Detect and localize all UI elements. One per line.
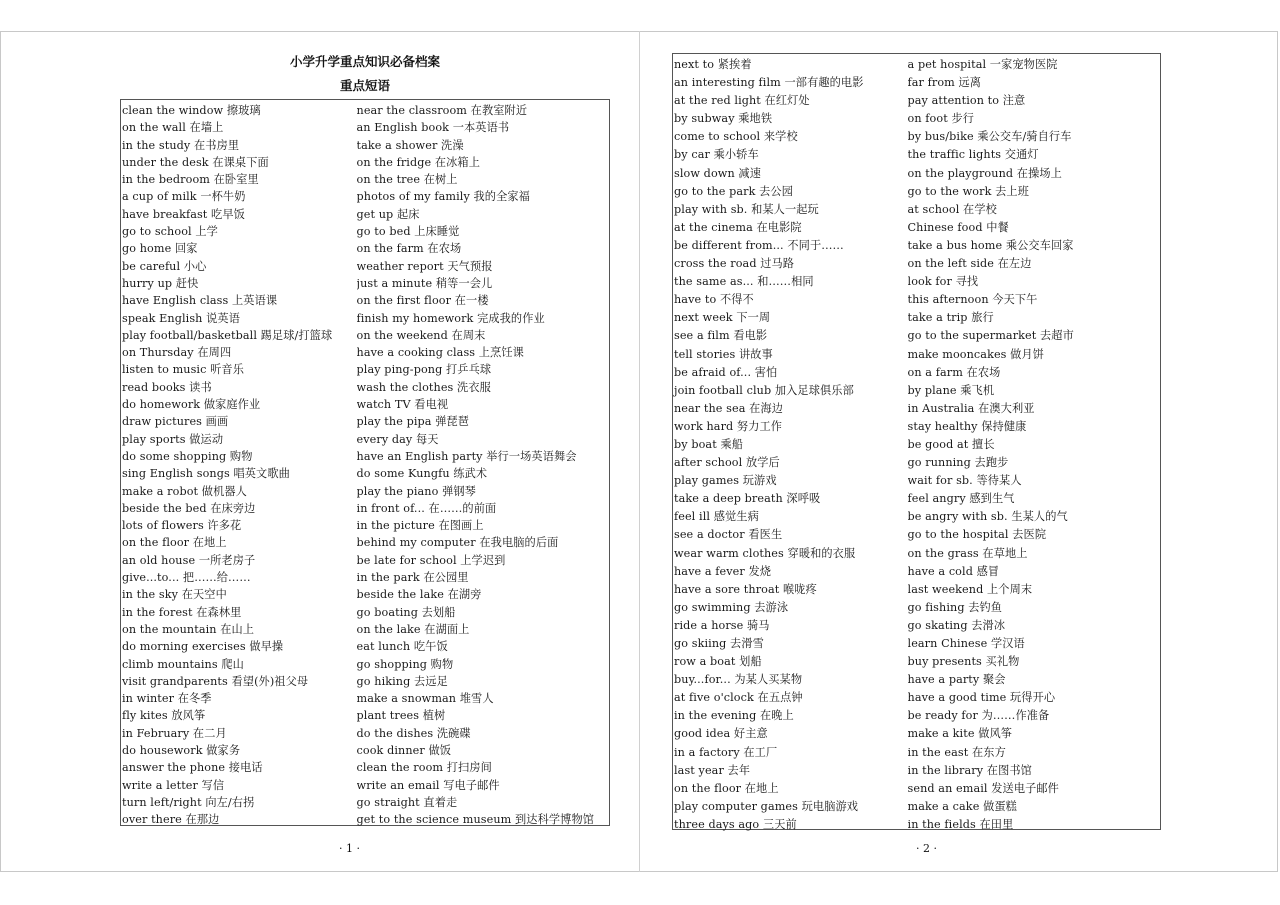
phrase-row [673,56,1160,74]
phrase-cell: go home 回家 [122,242,198,256]
phrase-cell: have a good time 玩得开心 [907,691,1056,705]
phrase-cell: make mooncakes 做月饼 [907,347,1045,361]
phrase-cell: have to 不得不 [674,293,754,307]
phrase-cell: play ping-pong 打乒乓球 [356,363,492,377]
phrase-row [673,255,1160,273]
phrase-cell: fly kites 放风筝 [122,709,206,723]
phrase-cell: look for 寻找 [907,275,979,289]
phrase-row [673,201,1160,219]
phrase-cell: answer the phone 接电话 [122,761,263,775]
phrase-cell: take a deep breath 深呼吸 [674,492,821,506]
phrase-cell: on the mountain 在山上 [122,622,255,636]
phrase-cell: at five o'clock 在五点钟 [674,691,803,705]
phrase-row [121,119,609,136]
phrase-cell: in the park 在公园里 [356,571,469,585]
phrase-cell: cook dinner 做饭 [356,743,452,757]
phrase-cell: plant trees 植树 [356,709,446,723]
phrase-cell: on the fridge 在冰箱上 [356,155,481,169]
phrase-cell: make a cake 做蛋糕 [907,799,1017,813]
phrase-cell: have a sore throat 喉咙疼 [674,582,817,596]
phrase-cell: buy presents 买礼物 [907,655,1020,669]
phrase-row [673,725,1160,743]
phrase-row [673,92,1160,110]
phrase-cell: by bus/bike 乘公交车/骑自行车 [907,130,1072,144]
phrase-row [121,673,609,690]
phrase-cell: tell stories 讲故事 [674,347,773,361]
phrase-cell: the same as... 和……相同 [674,275,814,289]
phrase-row [673,617,1160,635]
phrase-cell: stay healthy 保持健康 [907,419,1027,433]
phrase-cell: take a shower 洗澡 [356,138,464,152]
page-1 [0,31,639,872]
phrase-cell: play with sb. 和某人一起玩 [674,202,819,216]
phrase-cell: draw pictures 画画 [122,415,229,429]
phrase-cell: row a boat 划船 [674,655,762,669]
phrase-cell: speak English 说英语 [122,311,240,325]
phrase-row [121,656,609,673]
phrase-row [673,418,1160,436]
phrase-row [121,240,609,257]
phrase-row [121,396,609,413]
phrase-row [673,183,1160,201]
phrase-row [121,379,609,396]
phrase-cell: wash the clothes 洗衣服 [356,380,491,394]
phrase-row [121,707,609,724]
phrase-cell: in February 在二月 [122,726,227,740]
phrase-cell: do morning exercises 做早操 [122,640,284,654]
phrase-cell: last year 去年 [674,763,751,777]
phrase-row [673,472,1160,490]
phrase-row [121,292,609,309]
phrase-cell: slow down 减速 [674,166,761,180]
phrase-cell: eat lunch 吃午饭 [356,640,448,654]
phrase-cell: on Thursday 在周四 [122,346,232,360]
phrase-row [121,500,609,517]
phrase-cell: go straight 直着走 [356,795,458,809]
phrase-cell: after school 放学后 [674,456,780,470]
phrase-row [673,490,1160,508]
phrase-cell: an interesting film 一部有趣的电影 [674,76,864,90]
phrase-cell: by subway 乘地铁 [674,112,773,126]
phrase-cell: go shopping 购物 [356,657,454,671]
phrase-cell: play football/basketball 踢足球/打篮球 [122,328,333,342]
phrase-cell: on the lake 在湖面上 [356,622,470,636]
phrase-cell: clean the window 擦玻璃 [122,104,261,117]
phrase-row [121,154,609,171]
phrase-cell: go to the supermarket 去超市 [907,329,1074,343]
phrase-cell: at the cinema 在电影院 [674,220,802,234]
phrase-cell: at school 在学校 [907,202,997,216]
phrase-cell: learn Chinese 学汉语 [907,637,1025,650]
phrase-cell: play the piano 弹钢琴 [356,484,476,498]
phrase-cell: do some Kungfu 练武术 [356,467,488,481]
phrase-row [673,110,1160,128]
phrase-cell: play computer games 玩电脑游戏 [674,799,859,813]
phrase-row [673,689,1160,707]
phrase-cell: go hiking 去远足 [356,674,448,688]
phrase-cell: be late for school 上学迟到 [356,553,506,567]
phrase-row [673,327,1160,345]
phrase-row [673,146,1160,164]
phrase-cell: see a film 看电影 [674,329,768,343]
phrase-cell: write an email 写电子邮件 [356,778,500,792]
phrase-row [673,508,1160,526]
phrase-row [673,563,1160,581]
phrase-cell: go to the work 去上班 [907,184,1029,198]
phrase-row [121,604,609,621]
phrase-cell: send an email 发送电子邮件 [907,781,1059,795]
phrase-cell: on a farm 在农场 [907,365,1001,379]
phrase-cell: see a doctor 看医生 [674,528,783,542]
phrase-cell: on the left side 在左边 [907,257,1032,271]
phrase-row [673,653,1160,671]
phrase-row [673,346,1160,364]
phrase-row [673,364,1160,382]
phrase-row [121,483,609,500]
phrase-cell: beside the bed 在床旁边 [122,501,256,515]
phrase-row [673,128,1160,146]
phrase-row [673,707,1160,725]
phrase-cell: join football club 加入足球俱乐部 [674,383,854,397]
phrase-cell: Chinese food 中餐 [907,220,1009,234]
phrase-row [673,291,1160,309]
phrase-cell: on the first floor 在一楼 [356,294,489,308]
phrase-cell: have breakfast 吃早饭 [122,207,245,221]
phrase-row [121,448,609,465]
phrase-cell: go skiing 去滑雪 [674,637,764,650]
phrase-row [673,635,1160,653]
phrase-row [121,638,609,655]
phrase-row [121,102,609,119]
phrase-cell: read books 读书 [122,380,212,394]
phrase-row [673,526,1160,544]
phrase-cell: get up 起床 [356,207,420,221]
phrase-table-right [672,53,1161,830]
phrase-cell: go to the park 去公园 [674,184,793,198]
phrase-cell: go skating 去滑冰 [907,618,1006,632]
phrase-cell: in the fields 在田里 [907,817,1014,831]
phrase-row [121,275,609,292]
phrase-cell: last weekend 上个周末 [907,582,1033,596]
phrase-cell: photos of my family 我的全家福 [356,190,530,204]
phrase-row [121,344,609,361]
phrase-cell: by car 乘小轿车 [674,148,759,162]
phrase-cell: on the tree 在树上 [356,173,458,187]
phrase-cell: the traffic lights 交通灯 [907,148,1039,162]
phrase-cell: three days ago 三天前 [674,817,797,831]
phrase-cell: take a trip 旅行 [907,311,994,325]
phrase-cell: on the grass 在草地上 [907,546,1028,560]
phrase-cell: go running 去跑步 [907,456,1009,470]
phrase-cell: be careful 小心 [122,259,207,273]
phrase-cell: a pet hospital 一家宠物医院 [907,58,1058,71]
phrase-cell: have an English party 举行一场英语舞会 [356,449,577,463]
phrase-cell: go boating 去划船 [356,605,456,619]
phrase-row [121,534,609,551]
phrase-cell: wait for sb. 等待某人 [907,474,1022,488]
phrase-row [673,165,1160,183]
phrase-cell: in the forest 在森林里 [122,605,242,619]
phrase-row [121,517,609,534]
phrase-cell: make a snowman 堆雪人 [356,692,494,706]
phrase-cell: in winter 在冬季 [122,692,212,706]
phrase-row [673,309,1160,327]
phrase-cell: near the sea 在海边 [674,401,784,415]
phrase-cell: in the study 在书房里 [122,138,240,152]
phrase-cell: an English book 一本英语书 [356,121,510,135]
phrase-row [121,223,609,240]
phrase-cell: by plane 乘飞机 [907,383,995,397]
phrase-row [121,742,609,759]
phrase-row [121,465,609,482]
phrase-row [673,400,1160,418]
phrase-cell: write a letter 写信 [122,778,225,792]
section-subtitle: 重点短语 [339,78,390,93]
phrase-row [121,310,609,327]
phrase-cell: an old house 一所老房子 [122,553,256,567]
phrase-cell: in the evening 在晚上 [674,709,794,723]
phrase-cell: have a cold 感冒 [907,564,1000,578]
phrase-cell: buy...for... 为某人买某物 [674,673,803,687]
phrase-row [673,454,1160,472]
phrase-cell: be ready for 为……作准备 [907,709,1050,723]
phrase-cell: lots of flowers 许多花 [122,519,242,533]
phrase-cell: in a factory 在工厂 [674,745,778,759]
phrase-row [673,74,1160,92]
phrase-row [673,436,1160,454]
phrase-cell: just a minute 稍等一会儿 [356,276,493,290]
phrase-cell: in the sky 在天空中 [122,588,227,602]
phrase-cell: finish my homework 完成我的作业 [356,311,545,325]
phrase-cell: near the classroom 在教室附近 [356,104,528,117]
phrase-row [673,545,1160,563]
phrase-cell: listen to music 听音乐 [122,363,244,377]
phrase-cell: in Australia 在澳大利亚 [907,401,1035,415]
phrase-row [673,780,1160,798]
phrase-cell: give...to... 把……给…… [122,571,251,585]
phrase-row [121,188,609,205]
phrase-cell: go swimming 去游泳 [674,600,789,614]
phrase-row [673,816,1160,834]
phrase-row [121,794,609,811]
phrase-cell: play sports 做运动 [122,432,224,446]
phrase-cell: visit grandparents 看望(外)祖父母 [122,674,309,688]
phrase-row [673,744,1160,762]
phrase-row [121,777,609,794]
phrase-cell: be different from... 不同于…… [674,238,844,252]
phrase-row [121,811,609,828]
phrase-row [121,206,609,223]
phrase-row [121,569,609,586]
phrase-cell: weather report 天气预报 [356,259,493,273]
phrase-cell: at the red light 在红灯处 [674,94,810,108]
phrase-cell: go to the hospital 去医院 [907,528,1047,542]
phrase-cell: go to school 上学 [122,225,218,239]
phrase-cell: far from 远离 [907,76,982,90]
phrase-cell: watch TV 看电视 [356,398,449,412]
page-2 [640,31,1278,872]
phrase-cell: next to 紧挨着 [674,58,752,71]
phrase-cell: be afraid of... 害怕 [674,365,778,379]
phrase-row [673,237,1160,255]
phrase-row [673,762,1160,780]
phrase-cell: have a party 聚会 [907,673,1006,687]
phrase-row [121,171,609,188]
phrase-row [673,581,1160,599]
phrase-cell: in the picture 在图画上 [356,519,484,533]
phrase-cell: feel angry 感到生气 [907,492,1015,506]
phrase-row [121,327,609,344]
phrase-cell: over there 在那边 [122,813,220,827]
page-number: · 2 · [916,842,937,855]
phrase-cell: good idea 好主意 [674,727,768,741]
phrase-cell: under the desk 在课桌下面 [122,155,269,169]
phrase-cell: a cup of milk 一杯牛奶 [122,190,246,204]
phrase-row [121,621,609,638]
phrase-cell: do homework 做家庭作业 [122,398,261,412]
phrase-cell: make a robot 做机器人 [122,484,247,498]
phrase-cell: in the bedroom 在卧室里 [122,173,259,187]
phrase-cell: come to school 来学校 [674,130,798,144]
phrase-row [673,671,1160,689]
phrase-cell: on the farm 在农场 [356,242,462,256]
phrase-row [121,552,609,569]
phrase-row [121,258,609,275]
phrase-row [121,431,609,448]
phrase-row [121,690,609,707]
phrase-cell: on foot 步行 [907,112,975,126]
phrase-cell: in the east 在东方 [907,745,1006,759]
phrase-cell: make a kite 做风筝 [907,727,1013,741]
phrase-row [121,413,609,430]
phrase-table-left [120,99,610,826]
phrase-cell: be angry with sb. 生某人的气 [907,510,1068,524]
phrase-cell: have English class 上英语课 [122,294,278,308]
phrase-row [121,361,609,378]
phrase-cell: do housework 做家务 [122,743,241,757]
phrase-row [673,219,1160,237]
page-number: · 1 · [339,842,360,855]
phrase-cell: on the playground 在操场上 [907,166,1062,180]
phrase-row [673,273,1160,291]
phrase-cell: work hard 努力工作 [674,419,783,433]
phrase-row [673,798,1160,816]
phrase-cell: play the pipa 弹琵琶 [356,415,470,429]
phrase-row [673,599,1160,617]
phrase-cell: be good at 擅长 [907,437,995,451]
phrase-cell: feel ill 感觉生病 [674,510,759,524]
phrase-cell: cross the road 过马路 [674,257,795,271]
phrase-row [121,725,609,742]
phrase-cell: ride a horse 骑马 [674,618,770,632]
phrase-cell: go fishing 去钓鱼 [907,600,1003,614]
phrase-row [121,137,609,154]
phrase-cell: wear warm clothes 穿暖和的衣服 [674,546,856,560]
phrase-cell: in the library 在图书馆 [907,763,1032,777]
phrase-cell: on the weekend 在周末 [356,328,486,342]
phrase-cell: next week 下一周 [674,311,771,325]
phrase-cell: in front of... 在……的前面 [356,501,497,515]
phrase-cell: sing English songs 唱英文歌曲 [122,467,290,481]
phrase-row [121,586,609,603]
phrase-cell: on the floor 在地上 [122,536,227,550]
phrase-cell: get to the science museum 到达科学博物馆 [356,813,595,827]
phrase-cell: by boat 乘船 [674,437,744,451]
phrase-cell: on the wall 在墙上 [122,121,224,135]
phrase-cell: behind my computer 在我电脑的后面 [356,536,559,550]
phrase-cell: turn left/right 向左/右拐 [122,795,255,809]
phrase-cell: have a cooking class 上烹饪课 [356,346,524,360]
phrase-cell: have a fever 发烧 [674,564,772,578]
phrase-cell: pay attention to 注意 [907,94,1026,108]
phrase-cell: beside the lake 在湖旁 [356,588,482,602]
phrase-cell: climb mountains 爬山 [122,657,244,671]
phrase-cell: do the dishes 洗碗碟 [356,726,471,740]
phrase-row [673,382,1160,400]
phrase-cell: take a bus home 乘公交车回家 [907,238,1074,252]
phrase-cell: every day 每天 [356,432,439,446]
phrase-cell: go to bed 上床睡觉 [356,225,460,239]
phrase-cell: hurry up 赶快 [122,276,199,290]
phrase-cell: this afternoon 今天下午 [907,293,1038,307]
phrase-cell: play games 玩游戏 [674,474,777,488]
page-title: 小学升学重点知识必备档案 [289,54,440,69]
phrase-cell: do some shopping 购物 [122,449,253,463]
phrase-cell: clean the room 打扫房间 [356,761,492,775]
phrase-row [121,759,609,776]
phrase-cell: on the floor 在地上 [674,781,779,795]
